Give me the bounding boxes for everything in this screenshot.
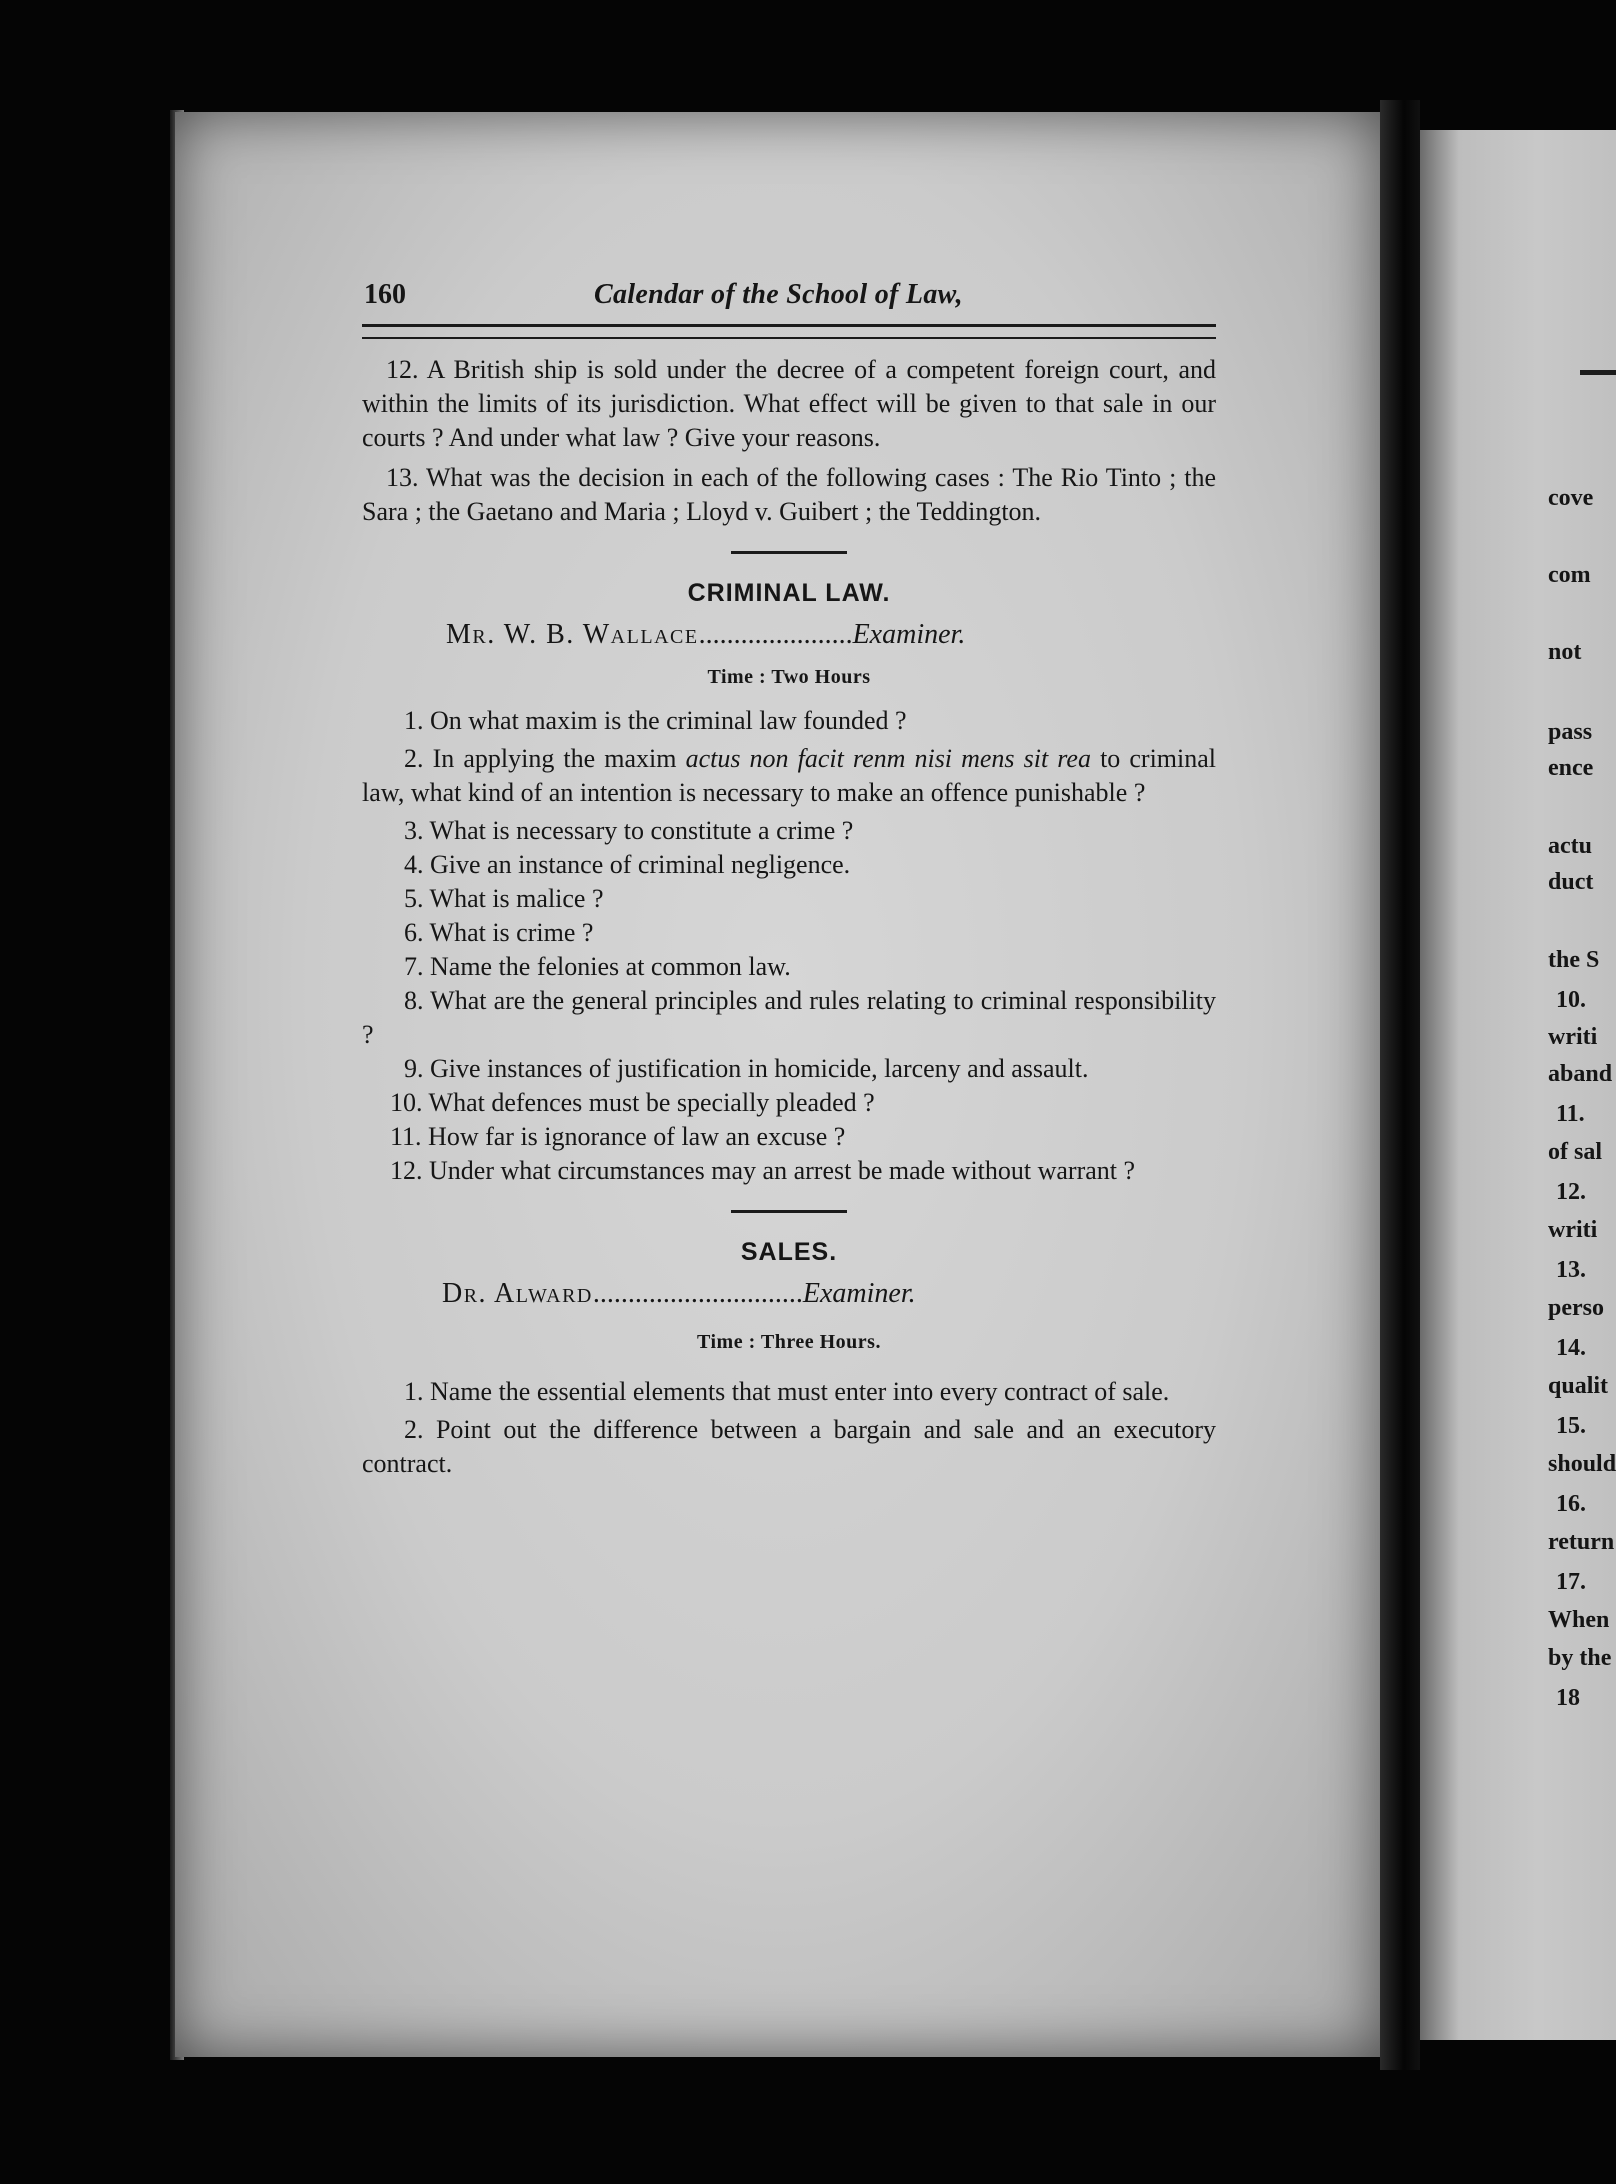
facing-fragment: 14. — [1556, 1335, 1586, 1361]
facing-fragment: 15. — [1556, 1413, 1586, 1439]
question — [362, 984, 1216, 1052]
question — [362, 1154, 1216, 1188]
question-number: 12. — [386, 355, 419, 384]
question — [362, 814, 1216, 848]
facing-fragment: not — [1548, 639, 1582, 665]
facing-fragment: pass — [1548, 719, 1593, 745]
facing-fragment: perso — [1548, 1295, 1604, 1321]
question — [362, 950, 1216, 984]
facing-fragment: When — [1548, 1607, 1610, 1633]
question-text: What is necessary to constitute a crime ? — [429, 816, 854, 845]
facing-fragment: 13. — [1556, 1257, 1586, 1283]
facing-fragment: aband — [1548, 1061, 1613, 1087]
time-allowed: Time : Three Hours. — [697, 1331, 881, 1353]
examiner-name: Dr. Alward — [442, 1278, 593, 1309]
question-number: 13. — [386, 463, 419, 492]
examiner-role: Examiner. — [852, 619, 966, 650]
question — [362, 353, 1216, 455]
question-text: Name the felonies at common law. — [430, 952, 791, 981]
question — [362, 742, 1216, 810]
question — [362, 1120, 1216, 1154]
question-number: 5. — [404, 884, 424, 913]
examiner-line — [446, 618, 1216, 652]
running-header — [362, 278, 1216, 314]
question-number: 8. — [404, 986, 424, 1015]
question-text: to criminal law, what kind of an intention is necessary to make an offence punishable ? — [362, 744, 1217, 807]
header-rule — [362, 324, 1216, 339]
question-text: In applying the maxim — [432, 744, 686, 773]
facing-fragment: ence — [1548, 755, 1594, 781]
page-number: 160 — [364, 279, 406, 310]
question-text: On what maxim is the criminal law founded ? — [430, 706, 907, 735]
question — [362, 1375, 1216, 1409]
question-text: Name the essential elements that must enter into every contract of sale. — [430, 1377, 1170, 1406]
question-number: 1. — [404, 706, 424, 735]
question-text: What is malice ? — [429, 884, 604, 913]
question-number: 11. — [390, 1122, 422, 1151]
facing-fragment: cove — [1548, 485, 1594, 511]
latin-maxim: actus non facit renm nisi mens sit rea — [685, 744, 1091, 773]
question-number: 2. — [404, 744, 424, 773]
examiner-leader-dots: ...................... — [698, 619, 853, 650]
question-number: 6. — [404, 918, 424, 947]
section-title: SALES. — [740, 1238, 838, 1266]
facing-fragment: the S — [1548, 947, 1600, 973]
question-number: 10. — [390, 1088, 423, 1117]
facing-page-rule — [1580, 370, 1616, 375]
facing-fragment: writi — [1548, 1217, 1598, 1243]
section-separator — [731, 551, 847, 554]
facing-fragment: 18 — [1556, 1685, 1580, 1711]
question — [362, 916, 1216, 950]
facing-fragment: should — [1548, 1451, 1616, 1477]
facing-fragment: of sal — [1548, 1139, 1602, 1165]
question-text: What is crime ? — [429, 918, 594, 947]
question-text: What are the general principles and rules relating to criminal responsibility ? — [362, 986, 1217, 1049]
question-text: Give an instance of criminal negligence. — [430, 850, 851, 879]
question — [362, 882, 1216, 916]
facing-fragment: 12. — [1556, 1179, 1586, 1205]
question-text: What defences must be specially pleaded ? — [428, 1088, 875, 1117]
facing-fragment: com — [1548, 562, 1591, 588]
question — [362, 461, 1216, 529]
page-content — [362, 278, 1216, 1481]
facing-fragment: writi — [1548, 1024, 1598, 1050]
facing-fragment: qualit — [1548, 1373, 1609, 1399]
facing-fragment: 11. — [1556, 1101, 1585, 1127]
question-text: A British ship is sold under the decree of a competent foreign court, and within the limits of its jurisdiction. What effect will be given to that sale in our courts ? And under what law ? Give your reasons. — [362, 355, 1216, 452]
question-text: Point out the difference between a bargain and sale and an executory contract. — [362, 1415, 1217, 1478]
question-number: 3. — [404, 816, 424, 845]
question-number: 7. — [404, 952, 424, 981]
question-number: 9. — [404, 1054, 424, 1083]
question-text: Give instances of justification in homicide, larceny and assault. — [430, 1054, 1089, 1083]
question-number: 12. — [390, 1156, 423, 1185]
question-number: 2. — [404, 1415, 424, 1444]
question — [362, 848, 1216, 882]
facing-fragment: 10. — [1556, 987, 1586, 1013]
question — [362, 1413, 1216, 1481]
examiner-leader-dots: .............................. — [592, 1278, 803, 1309]
facing-fragment: duct — [1548, 869, 1594, 895]
facing-fragment: return — [1548, 1529, 1615, 1555]
section-sales — [362, 1235, 1216, 1481]
question-text: What was the decision in each of the following cases : The Rio Tinto ; the Sara ; the Gaetano and Maria ; Lloyd v. Guibert ; the Teddington. — [362, 463, 1216, 526]
facing-fragment: 16. — [1556, 1491, 1586, 1517]
question — [362, 1086, 1216, 1120]
facing-fragment: actu — [1548, 833, 1592, 859]
facing-fragment: 17. — [1556, 1569, 1586, 1595]
examiner-line — [442, 1277, 1216, 1311]
question-number: 1. — [404, 1377, 424, 1406]
section-criminal-law — [362, 576, 1216, 1188]
examiner-name: Mr. W. B. Wallace — [446, 619, 699, 650]
question-text: Under what circumstances may an arrest be made without warrant ? — [429, 1156, 1136, 1185]
book-gutter — [1380, 100, 1420, 2070]
section-title: CRIMINAL LAW. — [687, 579, 891, 607]
continued-questions — [362, 353, 1216, 529]
examiner-role: Examiner. — [802, 1278, 916, 1309]
running-title: Calendar of the School of Law, — [594, 279, 963, 310]
question — [362, 704, 1216, 738]
time-allowed: Time : Two Hours — [707, 666, 871, 688]
facing-fragment: by the — [1548, 1645, 1612, 1671]
section-separator — [731, 1210, 847, 1213]
question — [362, 1052, 1216, 1086]
question-text: How far is ignorance of law an excuse ? — [428, 1122, 846, 1151]
question-number: 4. — [404, 850, 424, 879]
